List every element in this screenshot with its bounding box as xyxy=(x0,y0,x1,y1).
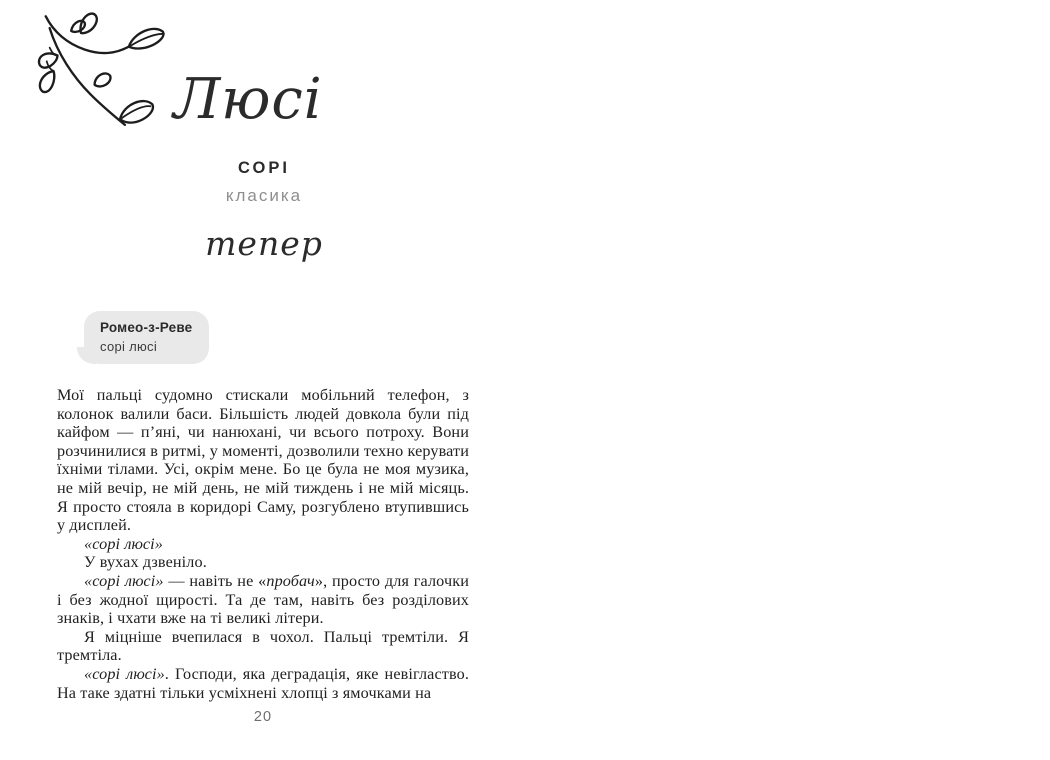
page-number-left: 20 xyxy=(253,709,273,725)
body-paragraph: «сорі люсі» — навіть не «пробач», просто для галочки і без жодної щирості. Та де там, навіть без розділових знаків, і чхати вже на ті великі літери. xyxy=(57,571,469,628)
body-paragraph: «сорі люсі». Господи, яка деградація, яке невігластво. На таке здатні тільки усміхнені хлопці з ямочками на xyxy=(57,664,469,702)
body-paragraph: У вухах дзвеніло. xyxy=(84,553,207,572)
chapter-subheading: класика xyxy=(225,186,303,205)
chapter-script-word: тепер xyxy=(205,224,323,263)
body-paragraph: Мої пальці судомно стискали мобільний телефон, з колонок валили баси. Більшість людей довкола були під кайфом — п’яні, чи нанюхані, чи всього потроху. Вони розчинилися в ритмі, у моменті, дозволили техно керувати їхніми тілами. Усі, окрім мене. Бо це була не моя музика, не мій вечір, не мій день, не мій тиждень і не мій місяць. Я просто стояла в коридорі Саму, розгублено втупившись у дисплей. xyxy=(57,386,469,535)
chapter-heading: СОРІ xyxy=(238,159,290,177)
chat-bubble-message: сорі люсі xyxy=(100,339,158,354)
page-right xyxy=(525,0,1050,760)
body-paragraph: Я міцніше вчепилася в чохол. Пальці тремтіли. Я тремтіла. xyxy=(57,627,469,665)
chat-bubble-sender: Ромео-з-Реве xyxy=(100,320,193,335)
body-paragraph: «сорі люсі» xyxy=(84,534,163,553)
chat-bubble xyxy=(84,311,209,364)
left-page-body xyxy=(57,386,469,708)
chapter-title: Люсі xyxy=(173,67,323,132)
